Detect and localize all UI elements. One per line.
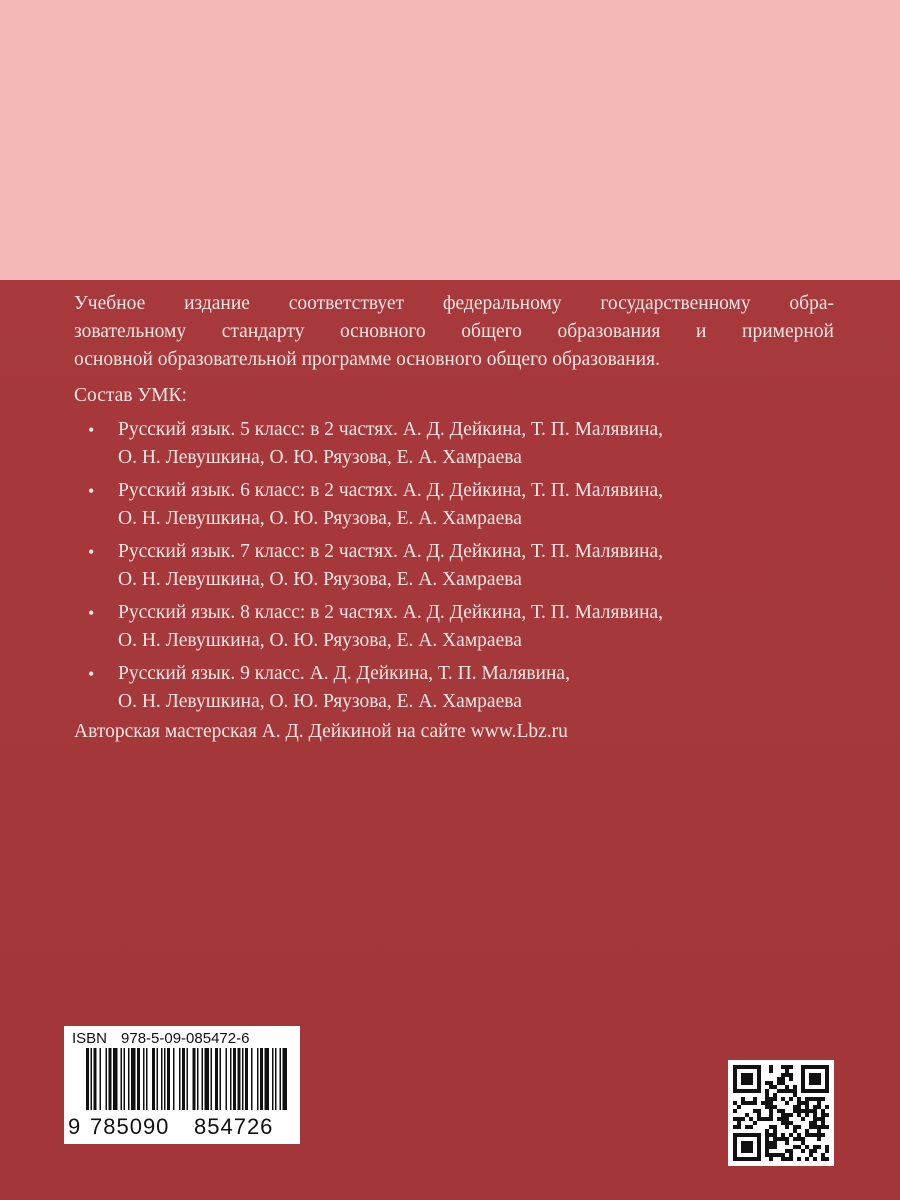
list-item [74,660,844,721]
isbn-label: ISBN [72,1030,108,1047]
list-item-line-1: Русский язык. 8 класс: в 2 частях. А. Д. Дейкина, Т. П. Малявина, [118,602,664,623]
bullet-icon: • [88,603,95,623]
isbn-label-row [72,1030,249,1047]
list-item-line-1: Русский язык. 9 класс. А. Д. Дейкина, Т. П. Малявина, [118,663,570,684]
author-workshop-text: Авторская мастерская А. Д. Дейкиной на сайте www.Lbz.ru [74,721,568,742]
list-item [74,416,844,477]
list-item-line-2: О. Н. Левушкина, О. Ю. Ряузова, Е. А. Хамраева [118,508,522,529]
barcode-digit-group-2: 854726 [194,1114,274,1139]
isbn-number: 978-5-09-085472-6 [121,1030,250,1047]
cover-top-panel [0,0,900,280]
isbn-barcode [64,1026,300,1144]
qr-code-icon [733,1065,829,1161]
intro-paragraph [74,290,834,374]
bullet-icon: • [88,481,95,501]
intro-line-1: Учебное издание соответствует федеральному государственному обра- [74,293,834,314]
list-item [74,538,844,599]
list-item [74,477,844,538]
bullet-icon: • [88,542,95,562]
umk-title: Состав УМК: [74,385,187,406]
list-item-line-2: О. Н. Левушкина, О. Ю. Ряузова, Е. А. Хамраева [118,569,522,590]
barcode-digit-first: 9 [68,1114,82,1139]
list-item-line-2: О. Н. Левушкина, О. Ю. Ряузова, Е. А. Хамраева [118,630,522,651]
list-item-line-1: Русский язык. 6 класс: в 2 частях. А. Д. Дейкина, Т. П. Малявина, [118,480,664,501]
list-item-line-1: Русский язык. 5 класс: в 2 частях. А. Д. Дейкина, Т. П. Малявина, [118,419,664,440]
intro-line-2: зовательному стандарту основного общего образования и примерной [74,321,834,342]
qr-code [728,1060,834,1166]
list-item-line-2: О. Н. Левушкина, О. Ю. Ряузова, Е. А. Хамраева [118,447,522,468]
list-item-line-1: Русский язык. 7 класс: в 2 частях. А. Д. Дейкина, Т. П. Малявина, [118,541,664,562]
list-item [74,599,844,660]
barcode-icon [72,1048,292,1120]
list-item-line-2: О. Н. Левушкина, О. Ю. Ряузова, Е. А. Хамраева [118,691,522,712]
bullet-icon: • [88,420,95,440]
bullet-icon: • [88,664,95,684]
intro-line-3: основной образовательной программе основного общего образования. [74,349,660,370]
barcode-digit-group-1: 785090 [90,1114,170,1139]
umk-list [74,416,844,721]
